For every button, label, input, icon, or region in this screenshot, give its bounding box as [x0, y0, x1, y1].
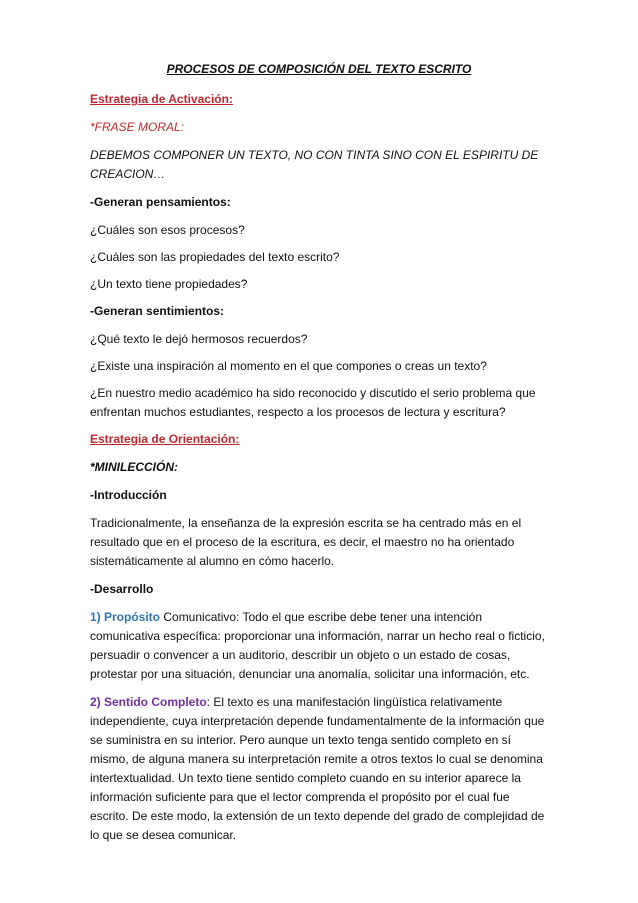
- intro-heading: -Introducción: [90, 488, 167, 502]
- development-heading: -Desarrollo: [90, 582, 154, 596]
- intro-paragraph: Tradicionalmente, la enseñanza de la expresión escrita se ha centrado más en el resultado que en el proceso de la escritura, es decir, el maestro no ha orientado sistemáticamente al alumno en cómo hacerlo.: [90, 516, 522, 568]
- moral-text: DEBEMOS COMPONER UN TEXTO, NO CON TINTA SINO CON EL ESPIRITU DE CREACION…: [90, 148, 539, 181]
- complete-sense-text: : El texto es una manifestación lingüística relativamente independiente, cuya interpretación depende fundamentalmente de la información que se suministra en su interior. Pero aunque un texto tenga sentido completo en sí mismo, de alguna manera su interpretación remite a otros textos lo cual se denomina intertextualidad. Un texto tiene sentido completo cuando en su interior aparece la información suficiente para que el lector comprenda el propósito por el cual fue escrito. De este modo, la extensión de un texto depende del grado de complejidad de lo que se desea comunicar.: [90, 695, 545, 842]
- purpose-text: Comunicativo: Todo el que escribe debe tener una intención comunicativa específica: proporcionar una información, narrar un hecho real o ficticio, persuadir o convencer a un auditorio, describir un objeto o un estado de cosas, protestar por una situación, denunciar una anomalía, solicitar una información, etc.: [90, 610, 545, 681]
- complete-sense-paragraph: [90, 693, 548, 845]
- complete-sense-label: 2) Sentido Completo: [90, 695, 207, 709]
- thought-question: ¿Cuáles son las propiedades del texto escrito?: [90, 250, 340, 264]
- thought-question: ¿Un texto tiene propiedades?: [90, 277, 248, 291]
- feelings-heading: -Generan sentimientos:: [90, 304, 225, 318]
- activation-heading: Estrategia de Activación:: [90, 92, 233, 106]
- document-body: [90, 60, 548, 854]
- moral-label: *FRASE MORAL:: [90, 120, 185, 134]
- orientation-heading: Estrategia de Orientación:: [90, 432, 240, 446]
- thought-question: ¿Cuáles son esos procesos?: [90, 223, 245, 237]
- feeling-question: ¿Existe una inspiración al momento en el que compones o creas un texto?: [90, 359, 487, 373]
- document-title: PROCESOS DE COMPOSICIÓN DEL TEXTO ESCRITO: [166, 62, 472, 76]
- thoughts-heading: -Generan pensamientos:: [90, 195, 231, 209]
- feeling-question: ¿Qué texto le dejó hermosos recuerdos?: [90, 332, 308, 346]
- purpose-paragraph: [90, 608, 548, 684]
- minilesson-label: *MINILECCIÓN:: [90, 460, 178, 474]
- purpose-label: 1) Propósito: [90, 610, 161, 624]
- feeling-question: ¿En nuestro medio académico ha sido reconocido y discutido el serio problema que enfrentan muchos estudiantes, respecto a los procesos de lectura y escritura?: [90, 386, 536, 419]
